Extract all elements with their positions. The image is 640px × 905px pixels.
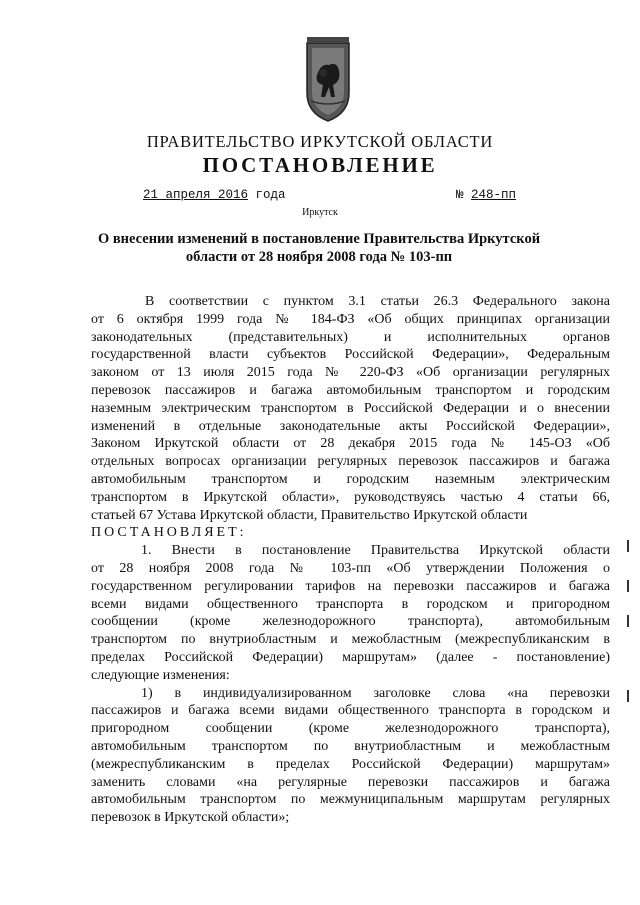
- body-line: пределах Российской Федерации) маршрутам» (далее - постановление): [91, 649, 610, 665]
- number-value: 248-пп: [471, 188, 517, 202]
- document-number: [456, 188, 571, 202]
- body-line: В соответствии с пунктом 3.1 статьи 26.3 Федерального закона: [145, 294, 610, 309]
- government-name: ПРАВИТЕЛЬСТВО ИРКУТСКОЙ ОБЛАСТИ: [146, 132, 494, 151]
- body-line: автомобильным транспортом по внутриобластным и межобластным: [91, 738, 610, 754]
- document-type: ПОСТАНОВЛЕНИЕ: [202, 153, 438, 177]
- body-line: заменить словами «на регулярные перевозки пассажиров и багажа: [91, 774, 610, 790]
- title-line: области от 28 ноября 2008 года № 103-пп: [185, 249, 453, 265]
- body-line: законодательных (представительных) и исполнительных органов: [91, 329, 610, 345]
- scan-margin-mark: [627, 690, 629, 702]
- document-title: [88, 230, 550, 266]
- body-line: отдельных вопросах организации регулярных перевозок пассажиров и багажа: [91, 454, 610, 470]
- body-line: автомобильным транспортом по межмуниципальным маршрутам регулярных: [91, 792, 610, 808]
- body-line: статьей 67 Устава Иркутской области, Правительство Иркутской области: [91, 507, 528, 523]
- number-prefix: №: [456, 188, 464, 202]
- body-line: Законом Иркутской области от 28 декабря 2015 года № 145-ОЗ «Об: [91, 436, 610, 452]
- body-line: от 28 ноября 2008 года № 103-пп «Об утверждении Положения о: [91, 560, 610, 576]
- document-body: [91, 293, 610, 827]
- body-line: транспортом в Иркутской области», руководствуясь частью 4 статьи 66,: [91, 489, 610, 505]
- scan-margin-mark: [627, 580, 629, 592]
- document-city: Иркутск: [302, 207, 338, 218]
- scan-margin-mark: [627, 540, 629, 552]
- scan-margin-mark: [627, 615, 629, 627]
- body-line: пригородном сообщении (кроме железнодорожного транспорта),: [91, 721, 610, 737]
- body-line: всеми видами общественного транспорта в городском и пригородном: [91, 596, 610, 612]
- resolves-heading: ПОСТАНОВЛЯЕТ:: [91, 525, 247, 541]
- body-line: изменений в отдельные законодательные акты Российской Федерации»,: [91, 418, 610, 434]
- body-line: транспортом по внутриобластным и межобластным (межреспубликанским в: [91, 632, 610, 648]
- title-line: О внесении изменений в постановление Правительства Иркутской: [97, 231, 541, 247]
- body-line: следующие изменения:: [91, 667, 230, 683]
- date-value: 21 апреля 2016: [143, 188, 249, 202]
- body-line: сообщении (кроме железнодорожного транспорта), автомобильным: [91, 614, 610, 630]
- body-line: государственном регулировании тарифов на перевозки пассажиров и багажа: [91, 578, 610, 594]
- body-line: 1) в индивидуализированном заголовке слова «на перевозки: [141, 685, 610, 701]
- body-line: 1. Внести в постановление Правительства Иркутской области: [141, 543, 610, 559]
- body-line: перевозок в Иркутской области»;: [91, 810, 290, 826]
- coat-of-arms-emblem: [303, 35, 353, 125]
- body-line: (межреспубликанским в пределах Российской Федерации) маршрутам»: [91, 756, 610, 772]
- body-line: перевозок пассажиров и багажа автомобильным транспортом и городским: [91, 382, 610, 398]
- date-suffix: года: [255, 188, 286, 202]
- body-line: наземным электрическим транспортом в Российской Федерации и о внесении: [91, 400, 610, 416]
- body-line: законом от 13 июля 2015 года № 220-ФЗ «Об организации регулярных: [91, 365, 610, 381]
- body-line: пассажиров и багажа всеми видами общественного транспорта в городском и: [91, 703, 610, 719]
- document-date: [143, 188, 286, 202]
- body-line: автомобильным транспортом и городским наземным электрическим: [91, 471, 610, 487]
- body-line: государственной власти субъектов Российской Федерации», Федеральным: [91, 347, 610, 363]
- body-line: от 6 октября 1999 года № 184-ФЗ «Об общих принципах организации: [91, 311, 610, 327]
